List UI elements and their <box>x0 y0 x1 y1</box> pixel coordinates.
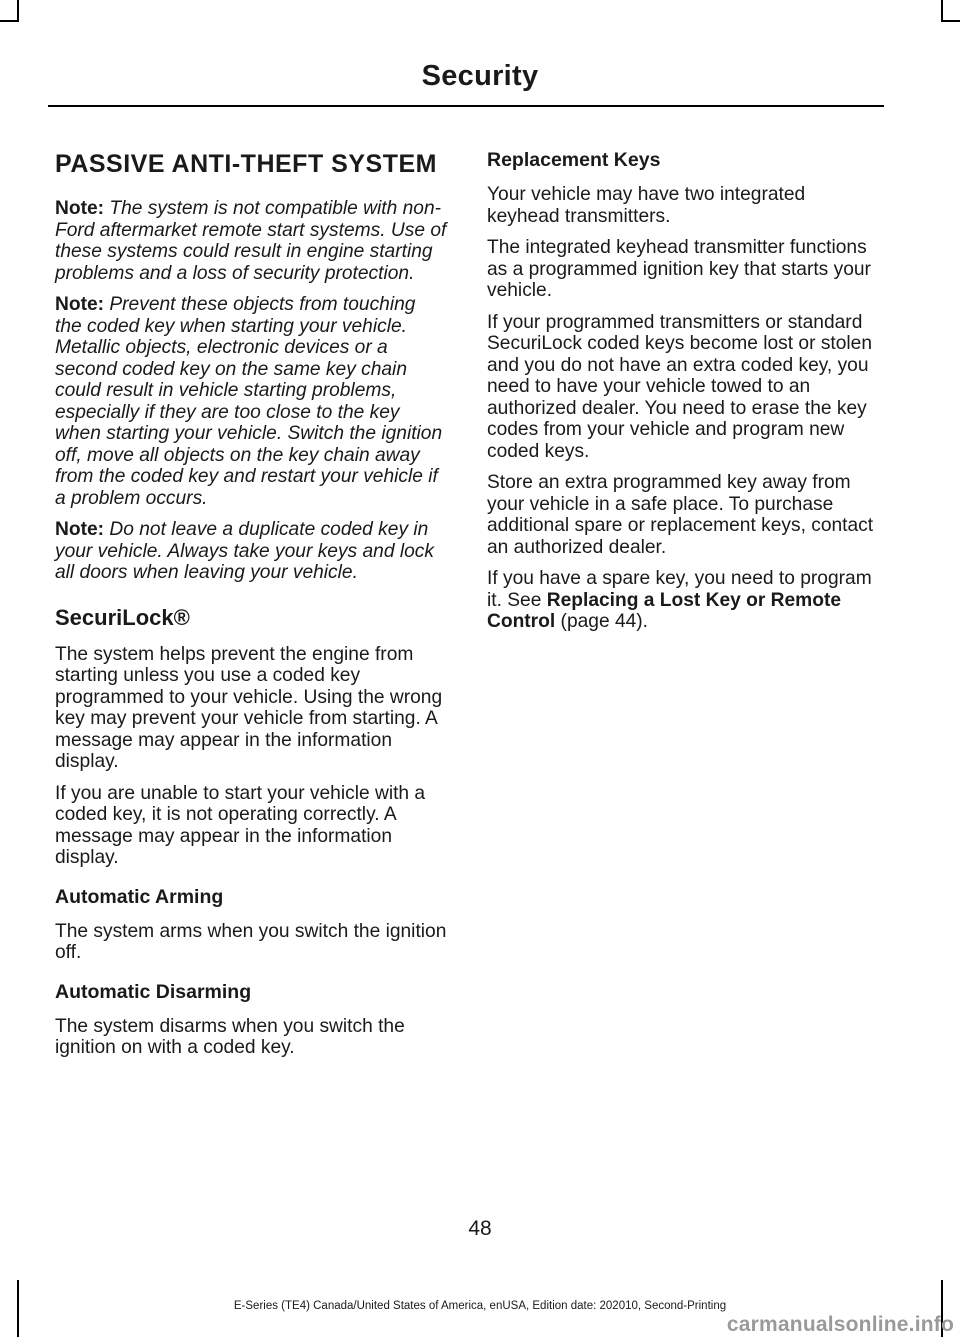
subheading: Automatic Arming <box>55 885 224 908</box>
left-column <box>55 148 447 1069</box>
page-reference: (page 44). <box>555 611 649 632</box>
note-label: Note: <box>55 294 105 315</box>
body-paragraph: Your vehicle may have two integrated keyhead transmitters. <box>487 184 806 227</box>
note-text: Do not leave a duplicate coded key in your vehicle. Always take your keys and lock all doors when leaving your vehicle. <box>55 519 434 583</box>
crop-mark <box>941 20 960 22</box>
note-paragraph <box>55 198 447 284</box>
header-rule <box>48 105 884 107</box>
body-paragraph: If your programmed transmitters or standard SecuriLock coded keys become lost or stolen and you do not have an extra coded key, you need to have your vehicle towed to an authorized dealer. You need to erase the key codes from your vehicle and program new coded keys. <box>487 311 873 462</box>
note-paragraph <box>55 519 447 584</box>
section-heading: PASSIVE ANTI-THEFT SYSTEM <box>55 150 437 178</box>
note-label: Note: <box>55 198 105 219</box>
note-text: Prevent these objects from touching the coded key when starting your vehicle. Metallic objects, electronic devices or a second coded key on the same key chain could result in vehicle starting problems, especially if they are too close to the key when starting your vehicle. Switch the ignition off, move all objects on the key chain away from the coded key and restart your vehicle if a problem occurs. <box>55 294 443 509</box>
crop-mark <box>17 0 19 22</box>
right-column <box>487 148 883 643</box>
page-section-title: Security <box>421 60 539 92</box>
body-paragraph: The system arms when you switch the ignition off. <box>55 920 447 963</box>
body-paragraph: The system disarms when you switch the ignition on with a coded key. <box>55 1015 405 1058</box>
note-text: The system is not compatible with non-Ford aftermarket remote start systems. Use of these systems could result in engine starting problems and a loss of security protection. <box>55 198 447 284</box>
crop-mark <box>0 20 19 22</box>
note-paragraph <box>55 294 447 509</box>
body-paragraph: Store an extra programmed key away from your vehicle in a safe place. To purchase additional spare or replacement keys, contact an authorized dealer. <box>487 472 874 558</box>
body-paragraph: The integrated keyhead transmitter functions as a programmed ignition key that starts your vehicle. <box>487 237 871 301</box>
body-paragraph: If you are unable to start your vehicle with a coded key, it is not operating correctly. A message may appear in the information display. <box>55 782 426 868</box>
footer-text: E-Series (TE4) Canada/United States of America, enUSA, Edition date: 202010, Second-Printing <box>233 1300 727 1312</box>
subsection-heading: SecuriLock® <box>55 604 190 630</box>
watermark: carmanualsonline.info <box>726 1313 954 1336</box>
crop-mark <box>941 0 943 22</box>
subheading: Automatic Disarming <box>55 980 252 1003</box>
body-text: If you have a spare key, you need to program it. See <box>487 568 872 611</box>
page-number: 48 <box>468 1217 492 1240</box>
body-paragraph: The system helps prevent the engine from starting unless you use a coded key programmed to your vehicle. Using the wrong key may prevent your vehicle from starting. A message may appear in the information display. <box>55 643 443 772</box>
note-label: Note: <box>55 519 105 540</box>
cross-reference-link[interactable]: Replacing a Lost Key or Remote Control <box>487 589 842 632</box>
body-paragraph <box>487 568 883 633</box>
subheading: Replacement Keys <box>487 149 661 171</box>
